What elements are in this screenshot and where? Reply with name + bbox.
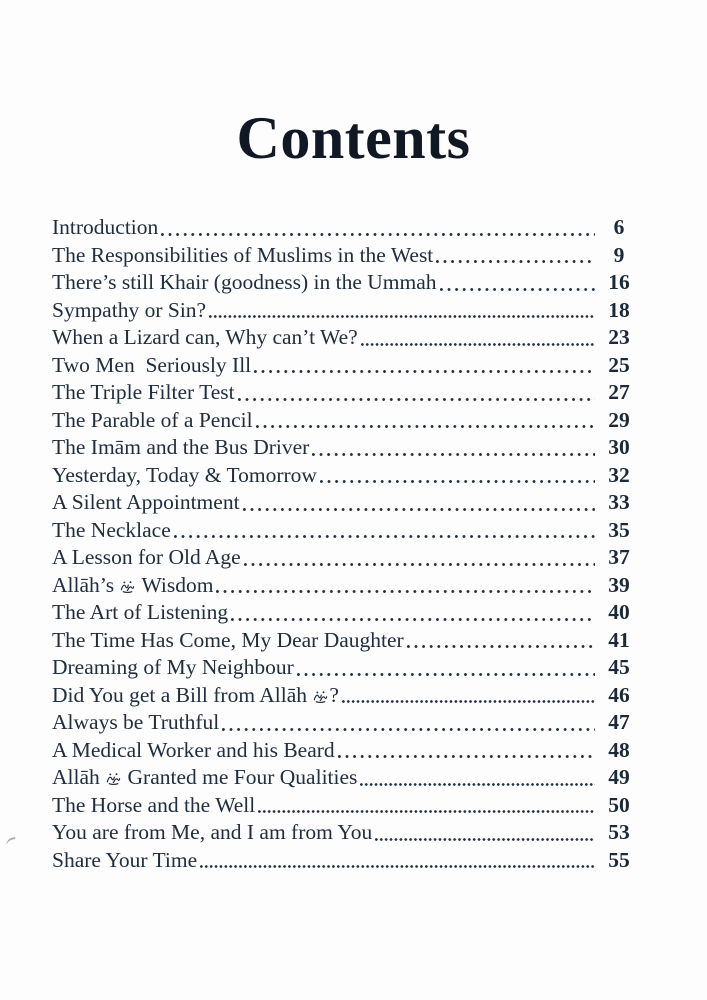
page-title: Contents (236, 105, 471, 171)
toc-entry-page: 40 (608, 600, 630, 624)
dot-leader (258, 809, 595, 814)
toc-row (52, 434, 636, 462)
toc-entry-title: Allāh’s Wisdom (52, 572, 214, 597)
toc-entry-title: The Horse and the Well (52, 792, 256, 817)
scan-artifact (5, 837, 16, 845)
toc-row (52, 627, 636, 655)
table-of-contents (52, 214, 636, 874)
toc-entry-page: 47 (608, 710, 630, 734)
toc-row (52, 517, 636, 545)
allah-honorific-icon (120, 579, 135, 594)
dot-leader (222, 727, 595, 732)
toc-entry-title: A Lesson for Old Age (52, 545, 241, 569)
toc-entry-title: Dreaming of My Neighbour (52, 655, 294, 679)
toc-entry-title: Did You get a Bill from Allāh ? (52, 682, 339, 707)
dot-leader (256, 424, 595, 429)
toc-row (52, 214, 636, 242)
toc-entry-page: 33 (608, 490, 630, 514)
dot-leader (231, 617, 595, 622)
dot-leader (342, 699, 595, 704)
dot-leader (375, 837, 595, 842)
dot-leader (200, 864, 595, 869)
toc-entry-title: The Necklace (52, 517, 171, 542)
toc-row (52, 544, 636, 572)
dot-leader (320, 479, 595, 484)
allah-honorific-icon (313, 689, 328, 704)
dot-leader (244, 562, 595, 567)
toc-entry-title: Two Men Seriously Ill (52, 352, 252, 377)
toc-entry-title: Always be Truthful (52, 710, 220, 734)
toc-entry-page: 25 (608, 352, 630, 377)
toc-entry-page: 32 (608, 462, 630, 487)
toc-row (52, 407, 636, 435)
toc-entry-page: 50 (608, 792, 630, 817)
toc-row (52, 462, 636, 490)
toc-entry-title: When a Lizard can, Why can’t We? (52, 325, 358, 349)
toc-entry-title: The Triple Filter Test (52, 380, 235, 404)
toc-entry-title: A Medical Worker and his Beard (52, 737, 335, 762)
toc-entry-title: The Responsibilities of Muslims in the West (52, 242, 434, 267)
toc-entry-title: Allāh Granted me Four Qualities (52, 765, 358, 789)
toc-entry-page: 45 (608, 655, 630, 679)
toc-row (52, 599, 636, 627)
toc-entry-page: 35 (608, 517, 630, 542)
toc-row (52, 682, 636, 710)
toc-entry-page: 18 (608, 297, 630, 322)
toc-entry-page: 6 (613, 215, 625, 239)
toc-entry-page: 48 (608, 737, 630, 762)
toc-row (52, 654, 636, 682)
toc-row (52, 764, 636, 792)
dot-leader (360, 782, 595, 787)
dot-leader (161, 232, 595, 237)
toc-entry-page: 39 (608, 572, 630, 597)
toc-row (52, 709, 636, 737)
dot-leader (436, 259, 595, 264)
dot-leader (243, 507, 595, 512)
toc-entry-title: Share Your Time (52, 847, 198, 872)
toc-row (52, 379, 636, 407)
dot-leader (338, 754, 595, 759)
toc-entry-page: 30 (608, 435, 630, 459)
dot-leader (440, 287, 595, 292)
dot-leader (209, 314, 595, 319)
dot-leader (174, 534, 595, 539)
toc-row (52, 242, 636, 270)
toc-entry-page: 53 (608, 820, 630, 844)
toc-entry-title: The Parable of a Pencil (52, 407, 253, 432)
dot-leader (254, 369, 595, 374)
toc-row (52, 324, 636, 352)
dot-leader (238, 397, 595, 402)
toc-row (52, 572, 636, 600)
toc-entry-title: The Imām and the Bus Driver (52, 435, 310, 459)
toc-entry-page: 46 (608, 682, 630, 707)
dot-leader (216, 589, 595, 594)
toc-row (52, 352, 636, 380)
dot-leader (361, 342, 595, 347)
toc-row (52, 489, 636, 517)
toc-entry-title: There’s still Khair (goodness) in the Ummah (52, 270, 437, 294)
toc-entry-title: Sympathy or Sin? (52, 297, 207, 322)
toc-entry-page: 27 (608, 380, 630, 404)
toc-row (52, 297, 636, 325)
dot-leader (407, 644, 595, 649)
toc-row (52, 819, 636, 847)
toc-entry-page: 37 (608, 545, 630, 569)
toc-entry-page: 23 (608, 325, 630, 349)
toc-entry-page: 55 (608, 847, 630, 872)
toc-entry-title: Yesterday, Today & Tomorrow (52, 462, 317, 487)
toc-entry-page: 29 (608, 407, 630, 432)
toc-row (52, 269, 636, 297)
toc-row (52, 792, 636, 820)
allah-honorific-icon (106, 771, 121, 786)
dot-leader (297, 672, 595, 677)
toc-entry-page: 9 (613, 242, 625, 267)
toc-entry-page: 49 (608, 765, 630, 789)
toc-entry-title: The Art of Listening (52, 600, 229, 624)
toc-row (52, 847, 636, 875)
toc-entry-title: Introduction (52, 215, 159, 239)
toc-entry-title: You are from Me, and I am from You (52, 820, 373, 844)
toc-entry-page: 16 (608, 270, 630, 294)
toc-entry-page: 41 (608, 627, 630, 652)
toc-row (52, 737, 636, 765)
toc-entry-title: The Time Has Come, My Dear Daughter (52, 627, 404, 652)
dot-leader (312, 452, 595, 457)
toc-entry-title: A Silent Appointment (52, 490, 240, 514)
